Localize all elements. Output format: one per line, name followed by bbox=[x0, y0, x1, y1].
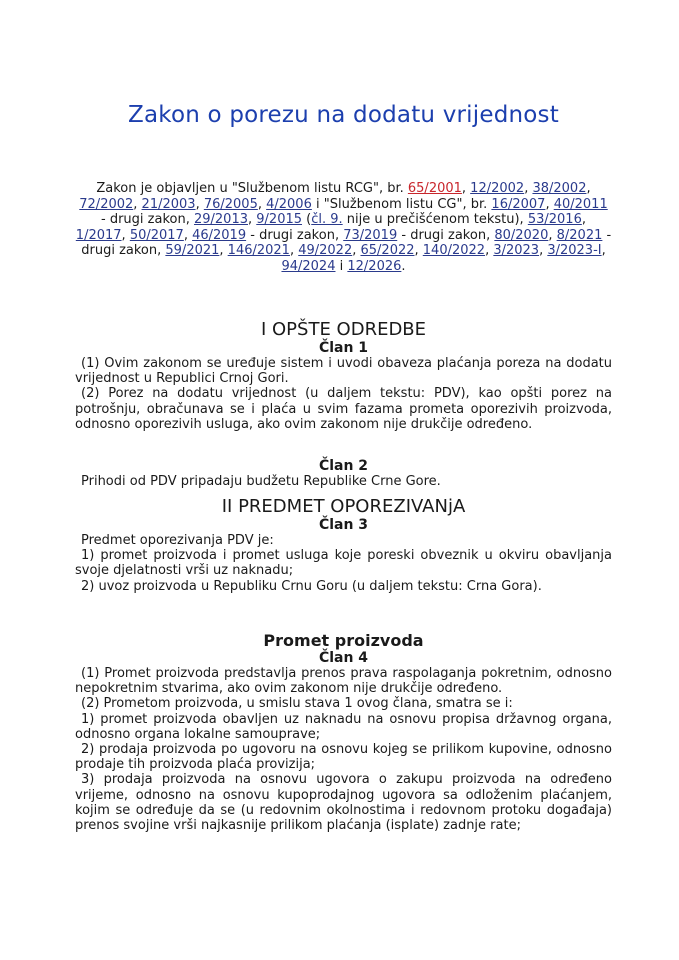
separator: , bbox=[352, 243, 361, 259]
paragraph: (1) Ovim zakonom se uređuje sistem i uvodi obaveza plaćanja poreza na dodatu vrijednost u Republici Crnoj Gori. bbox=[75, 356, 612, 387]
separator: , bbox=[586, 181, 591, 196]
publication-text: ( bbox=[302, 212, 312, 228]
publication-text: nije u prečišćenom tekstu), bbox=[342, 212, 528, 228]
separator: , bbox=[539, 243, 548, 259]
publication-text: - drugi zakon, bbox=[101, 212, 194, 228]
separator: , bbox=[548, 227, 557, 243]
separator: , bbox=[248, 212, 257, 228]
section-heading: II PREDMET OPOREZIVANjA bbox=[221, 496, 466, 517]
paragraph: 1) promet proizvoda obavljen uz naknadu na osnovu propisa državnog organa, odnosno organa lokalne samouprave; bbox=[75, 711, 612, 742]
paragraph: 2) uvoz proizvoda u Republiku Crnu Goru (u daljem tekstu: Crna Gora). bbox=[81, 578, 542, 594]
gazette-link[interactable]: 53/2016 bbox=[527, 212, 582, 228]
publication-text: - drugi zakon, bbox=[81, 227, 612, 259]
gazette-link[interactable]: 38/2002 bbox=[532, 181, 587, 196]
article-heading: Član 2 bbox=[318, 458, 369, 474]
separator: , bbox=[219, 243, 228, 259]
paragraph: (2) Porez na dodatu vrijednost (u daljem tekstu: PDV), kao opšti porez na potrošnju, obračunava se i plaća u svim fazama prometa oporezivih proizvoda, odnosno oporezivih usluga, ako ovim zakonom nije drukčije određeno. bbox=[75, 386, 612, 432]
separator: , bbox=[121, 227, 130, 243]
publication-text: Zakon je objavljen u "Službenom listu RCG", br. bbox=[96, 181, 408, 196]
article-reference-link[interactable]: čl. 9. bbox=[311, 212, 343, 228]
gazette-link[interactable]: 3/2023-I bbox=[547, 243, 602, 259]
paragraph: 3) prodaja proizvoda na osnovu ugovora o zakupu proizvoda na određeno vrijeme, odnosno na osnovu kupoprodajnog ugovora sa odloženim plaćanjem, kojim se određuje da se (u redovnim okolnostima i redovnom protoku događaja) prenos svojine vrši najkasnije prilikom plaćanja (isplate) zadnje rate; bbox=[75, 772, 612, 834]
document-title: Zakon o porezu na dodatu vrijednost bbox=[128, 102, 559, 128]
section-predmet-oporezivanja bbox=[75, 497, 612, 594]
paragraph: Predmet oporezivanja PDV je: bbox=[81, 533, 274, 548]
separator: , bbox=[414, 243, 423, 259]
separator: , bbox=[195, 196, 204, 212]
gazette-link[interactable]: 46/2019 bbox=[192, 227, 247, 243]
gazette-link[interactable]: 40/2011 bbox=[553, 196, 608, 212]
article-2 bbox=[75, 458, 612, 489]
gazette-link[interactable]: 76/2005 bbox=[203, 196, 258, 212]
separator: , bbox=[485, 243, 494, 259]
paragraph: (2) Prometom proizvoda, u smislu stava 1 ovog člana, smatra se i: bbox=[81, 696, 513, 712]
section-opste-odredbe bbox=[75, 320, 612, 432]
gazette-link[interactable]: 1/2017 bbox=[75, 227, 122, 243]
paragraph: 2) prodaja proizvoda po ugovoru na osnovu kojeg se prilikom kupovine, odnosno prodaje tih proizvoda plaća provizija; bbox=[75, 742, 612, 773]
separator: , bbox=[289, 243, 299, 259]
gazette-link[interactable]: 21/2003 bbox=[141, 196, 196, 212]
article-heading: Član 3 bbox=[318, 517, 369, 533]
gazette-link[interactable]: 16/2007 bbox=[491, 196, 546, 212]
gazette-link[interactable]: 140/2022 bbox=[422, 243, 486, 259]
gazette-link[interactable]: 65/2001 bbox=[407, 181, 462, 196]
gazette-link[interactable]: 65/2022 bbox=[360, 243, 415, 259]
gazette-link[interactable]: 4/2006 bbox=[266, 196, 312, 212]
gazette-link[interactable]: 9/2015 bbox=[256, 212, 303, 228]
publication-text: i bbox=[335, 258, 348, 274]
separator: , bbox=[545, 196, 554, 212]
publication-text: . bbox=[401, 258, 406, 274]
publication-text: - drugi zakon, bbox=[246, 227, 344, 243]
gazette-link[interactable]: 3/2023 bbox=[493, 243, 540, 259]
separator: , bbox=[183, 227, 193, 243]
separator: , bbox=[601, 243, 606, 259]
separator: , bbox=[524, 181, 533, 196]
publication-text: i "Službenom listu CG", br. bbox=[311, 196, 492, 212]
publication-info bbox=[75, 181, 612, 275]
gazette-link[interactable]: 146/2021 bbox=[227, 243, 290, 259]
separator: , bbox=[581, 212, 586, 228]
gazette-link[interactable]: 50/2017 bbox=[129, 227, 184, 243]
publication-text: - drugi zakon, bbox=[397, 227, 495, 243]
gazette-link[interactable]: 29/2013 bbox=[193, 212, 248, 228]
separator: , bbox=[133, 196, 142, 212]
subsection-heading: Promet proizvoda bbox=[263, 631, 424, 650]
gazette-link[interactable]: 12/2002 bbox=[470, 181, 525, 196]
gazette-link[interactable]: 49/2022 bbox=[298, 243, 353, 259]
article-heading: Član 4 bbox=[318, 650, 369, 666]
gazette-link[interactable]: 73/2019 bbox=[343, 227, 398, 243]
gazette-link[interactable]: 12/2026 bbox=[347, 258, 402, 274]
gazette-link[interactable]: 8/2021 bbox=[556, 227, 603, 243]
article-heading: Član 1 bbox=[318, 340, 369, 356]
paragraph: 1) promet proizvoda i promet usluga koje poreski obveznik u okviru obavljanja svoje djelatnosti vrši uz naknadu; bbox=[75, 548, 612, 579]
paragraph: (1) Promet proizvoda predstavlja prenos prava raspolaganja pokretnim, odnosno nepokretnim stvarima, ako ovim zakonom nije drukčije određeno. bbox=[75, 666, 612, 697]
section-heading: I OPŠTE ODREDBE bbox=[260, 319, 427, 340]
gazette-link[interactable]: 59/2021 bbox=[165, 243, 220, 259]
separator: , bbox=[257, 196, 267, 212]
section-promet-proizvoda bbox=[75, 632, 612, 833]
gazette-link[interactable]: 94/2024 bbox=[281, 258, 336, 274]
separator: , bbox=[461, 181, 471, 196]
gazette-link[interactable]: 80/2020 bbox=[494, 227, 549, 243]
paragraph: Prihodi od PDV pripadaju budžetu Republike Crne Gore. bbox=[81, 474, 441, 489]
gazette-link[interactable]: 72/2002 bbox=[79, 196, 134, 212]
